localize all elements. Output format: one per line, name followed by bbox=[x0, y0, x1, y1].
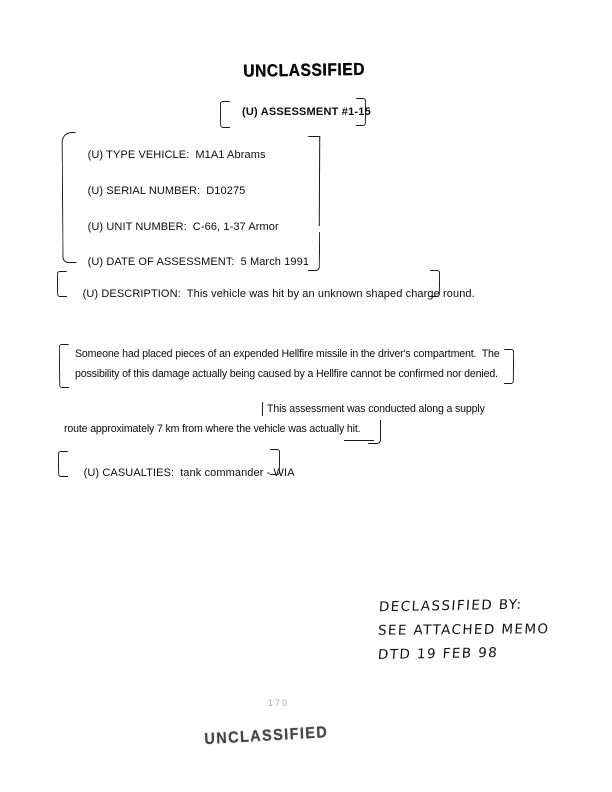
casualties-label: (U) CASUALTIES: bbox=[83, 467, 175, 479]
route-note-line1: This assessment was conducted along a supply bbox=[267, 403, 485, 415]
field-type-vehicle bbox=[75, 139, 266, 172]
assessment-title: (U) ASSESSMENT #1-15 bbox=[242, 106, 371, 118]
classification-stamp-bottom: UNCLASSIFIED bbox=[204, 723, 329, 749]
field-block-bracket-right-top bbox=[308, 136, 320, 226]
handwritten-dtd-date: DTD 19 FEB 98 bbox=[377, 644, 499, 664]
field-unit-number bbox=[75, 211, 279, 244]
description-label: (U) DESCRIPTION: bbox=[82, 288, 181, 300]
hellfire-note-line1: Someone had placed pieces of an expended Hellfire missile in the driver's compartment. The bbox=[75, 348, 500, 360]
route-note-line2: route approximately 7 km from where the vehicle was actually hit. bbox=[64, 423, 361, 435]
field-value: 5 March 1991 bbox=[240, 256, 310, 268]
route-note-bracket-end bbox=[368, 420, 381, 444]
hellfire-note-bracket-right bbox=[504, 349, 514, 384]
description-bracket-right bbox=[430, 270, 440, 297]
field-label: (U) UNIT NUMBER: bbox=[87, 221, 187, 233]
field-value: M1A1 Abrams bbox=[195, 149, 266, 161]
handwritten-declassified-by: DECLASSIFIED BY: bbox=[378, 596, 524, 616]
heading-bracket-right bbox=[356, 98, 366, 126]
handwritten-see-attached-memo: SEE ATTACHED MEMO bbox=[377, 621, 550, 639]
casualties-bracket-left bbox=[58, 451, 68, 477]
field-block-bracket-right-bottom bbox=[308, 232, 320, 271]
description-bracket-left bbox=[57, 271, 67, 297]
heading-bracket-left bbox=[220, 101, 230, 128]
casualties-value: tank commander - WIA bbox=[180, 467, 295, 479]
field-serial-number bbox=[75, 175, 245, 208]
field-label: (U) DATE OF ASSESSMENT: bbox=[87, 256, 235, 268]
route-note-insert-mark bbox=[262, 402, 263, 416]
hellfire-note-line2: possibility of this damage actually being caused by a Hellfire cannot be confirmed nor denied. bbox=[75, 368, 498, 380]
field-value: C-66, 1-37 Armor bbox=[192, 221, 279, 233]
casualties-line bbox=[71, 457, 295, 490]
page-number: 170 bbox=[268, 698, 290, 708]
hellfire-note-bracket-left bbox=[59, 344, 69, 388]
field-label: (U) TYPE VEHICLE: bbox=[87, 149, 190, 161]
casualties-bracket-right bbox=[270, 449, 280, 475]
classification-stamp-top: UNCLASSIFIED bbox=[243, 60, 365, 82]
field-value: D10275 bbox=[206, 185, 246, 197]
description-value: This vehicle was hit by an unknown shaped charge round. bbox=[186, 288, 475, 300]
description-line bbox=[70, 278, 475, 311]
field-date-of-assessment bbox=[75, 246, 309, 279]
field-label: (U) SERIAL NUMBER: bbox=[87, 185, 201, 197]
